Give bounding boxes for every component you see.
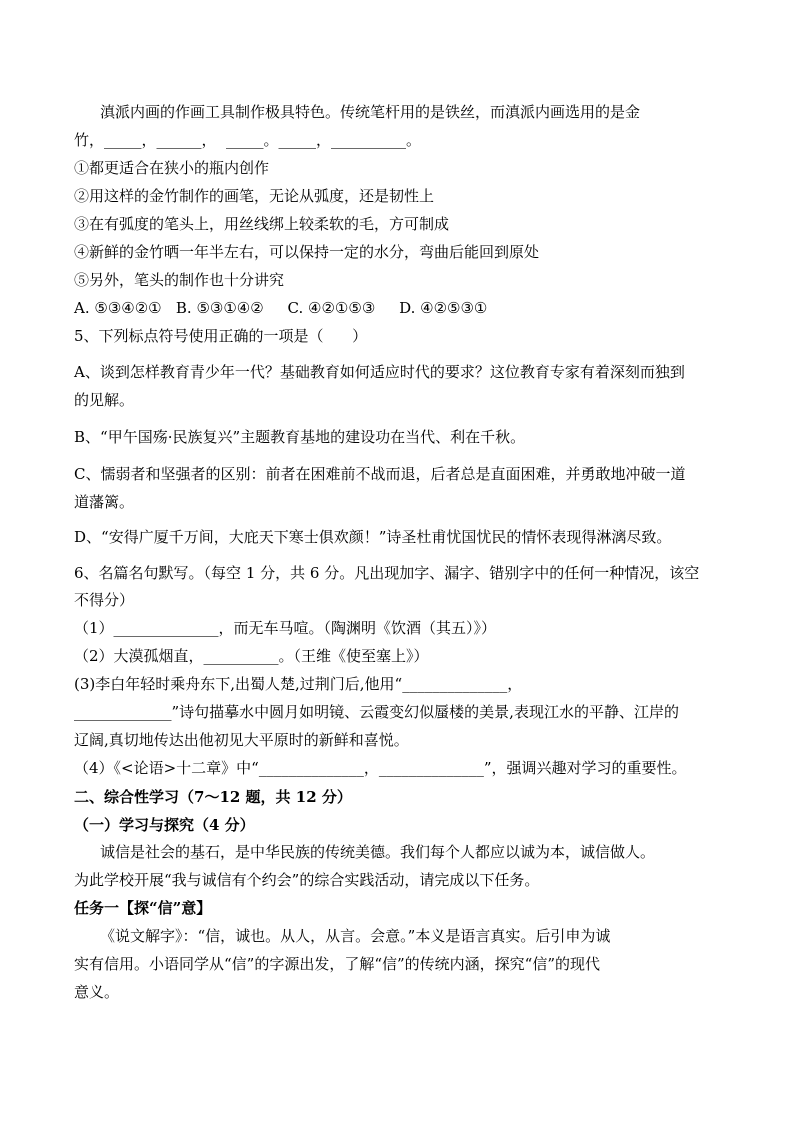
q6-item-4: （4）《<论语>十二章》中“______________，______________”，强调兴趣对学习的重要性。 — [74, 759, 687, 777]
section-2-subtitle: （一）学习与探究（4 分） — [74, 816, 255, 834]
q6-stem-line-2: 不得分） — [74, 591, 135, 609]
q6-item-2: （2）大漠孤烟直，__________。（王维《使至塞上》） — [74, 647, 429, 665]
q5-choice-d: D、“安得广厦千万间，大庇天下寒士俱欢颜！”诗圣杜甫忧国忧民的情怀表现得淋漓尽致。 — [74, 528, 672, 546]
task-1-title: 任务一【探“信”意】 — [74, 899, 212, 917]
q5-choice-a-line-2: 的见解。 — [74, 391, 135, 409]
q4-choices: A. ⑤③④②① B. ⑤③①④② C. ④②①⑤③ D. ④②⑤③① — [74, 299, 488, 317]
section-2-paragraph-2-line-1: 《说文解字》：“信，诚也。从人，从言。会意。”本义是语言真实。后引申为诚 — [100, 927, 611, 945]
q5-choice-c-line-1: C、懦弱者和坚强者的区别：前者在困难前不战而退，后者总是直面困难，并勇敢地冲破一道 — [74, 465, 686, 483]
section-2-title: 二、综合性学习（7～12 题，共 12 分） — [74, 788, 352, 806]
q6-item-3-line-3: 辽阔,真切地传达出他初见大平原时的新鲜和喜悦。 — [74, 731, 409, 749]
section-2-paragraph-2-line-2: 实有信用。小语同学从“信”的字源出发，了解“信”的传统内涵，探究“信”的现代 — [74, 955, 601, 973]
q4-stem-line-2: 竹，_____，______， _____。_____，__________。 — [74, 131, 422, 149]
section-2-paragraph-1-line-2: 为此学校开展“我与诚信有个约会”的综合实践活动，请完成以下任务。 — [74, 871, 540, 889]
q6-item-3-line-2: _____________”诗句描摹水中圆月如明镜、云霞变幻似蜃楼的美景,表现江水的平静、江岸的 — [74, 703, 679, 721]
section-2-paragraph-1-line-1: 诚信是社会的基石，是中华民族的传统美德。我们每个人都应以诚为本，诚信做人。 — [100, 843, 656, 861]
q6-item-1: （1）______________，而无车马喧。（陶渊明《饮酒（其五）》） — [74, 619, 497, 637]
q4-option-2: ②用这样的金竹制作的画笔，无论从弧度，还是韧性上 — [74, 187, 435, 205]
q5-choice-a-line-1: A、谈到怎样教育青少年一代？基础教育如何适应时代的要求？这位教育专家有着深刻而独到 — [74, 363, 685, 381]
q6-stem-line-1: 6、名篇名句默写。（每空 1 分，共 6 分。凡出现加字、漏字、错别字中的任何一种情况，该空 — [74, 564, 700, 582]
section-2-paragraph-2-line-3: 意义。 — [74, 983, 120, 1001]
q4-option-4: ④新鲜的金竹晒一年半左右，可以保持一定的水分，弯曲后能回到原处 — [74, 243, 540, 261]
q4-stem-line-1: 滇派内画的作画工具制作极具特色。传统笔杆用的是铁丝，而滇派内画选用的是金 — [100, 103, 641, 121]
q5-choice-c-line-2: 道藩篱。 — [74, 493, 135, 511]
q4-option-1: ①都更适合在狭小的瓶内创作 — [74, 159, 270, 177]
q5-stem: 5、下列标点符号使用正确的一项是（ ） — [74, 327, 368, 345]
q4-option-3: ③在有弧度的笔头上，用丝线绑上较柔软的毛，方可制成 — [74, 215, 450, 233]
q4-option-5: ⑤另外，笔头的制作也十分讲究 — [74, 271, 285, 289]
q6-item-3-line-1: (3)李白年轻时乘舟东下,出蜀人楚,过荆门后,他用“______________， — [74, 675, 523, 693]
q5-choice-b: B、“甲午国殇·民族复兴”主题教育基地的建设功在当代、利在千秋。 — [74, 428, 526, 446]
